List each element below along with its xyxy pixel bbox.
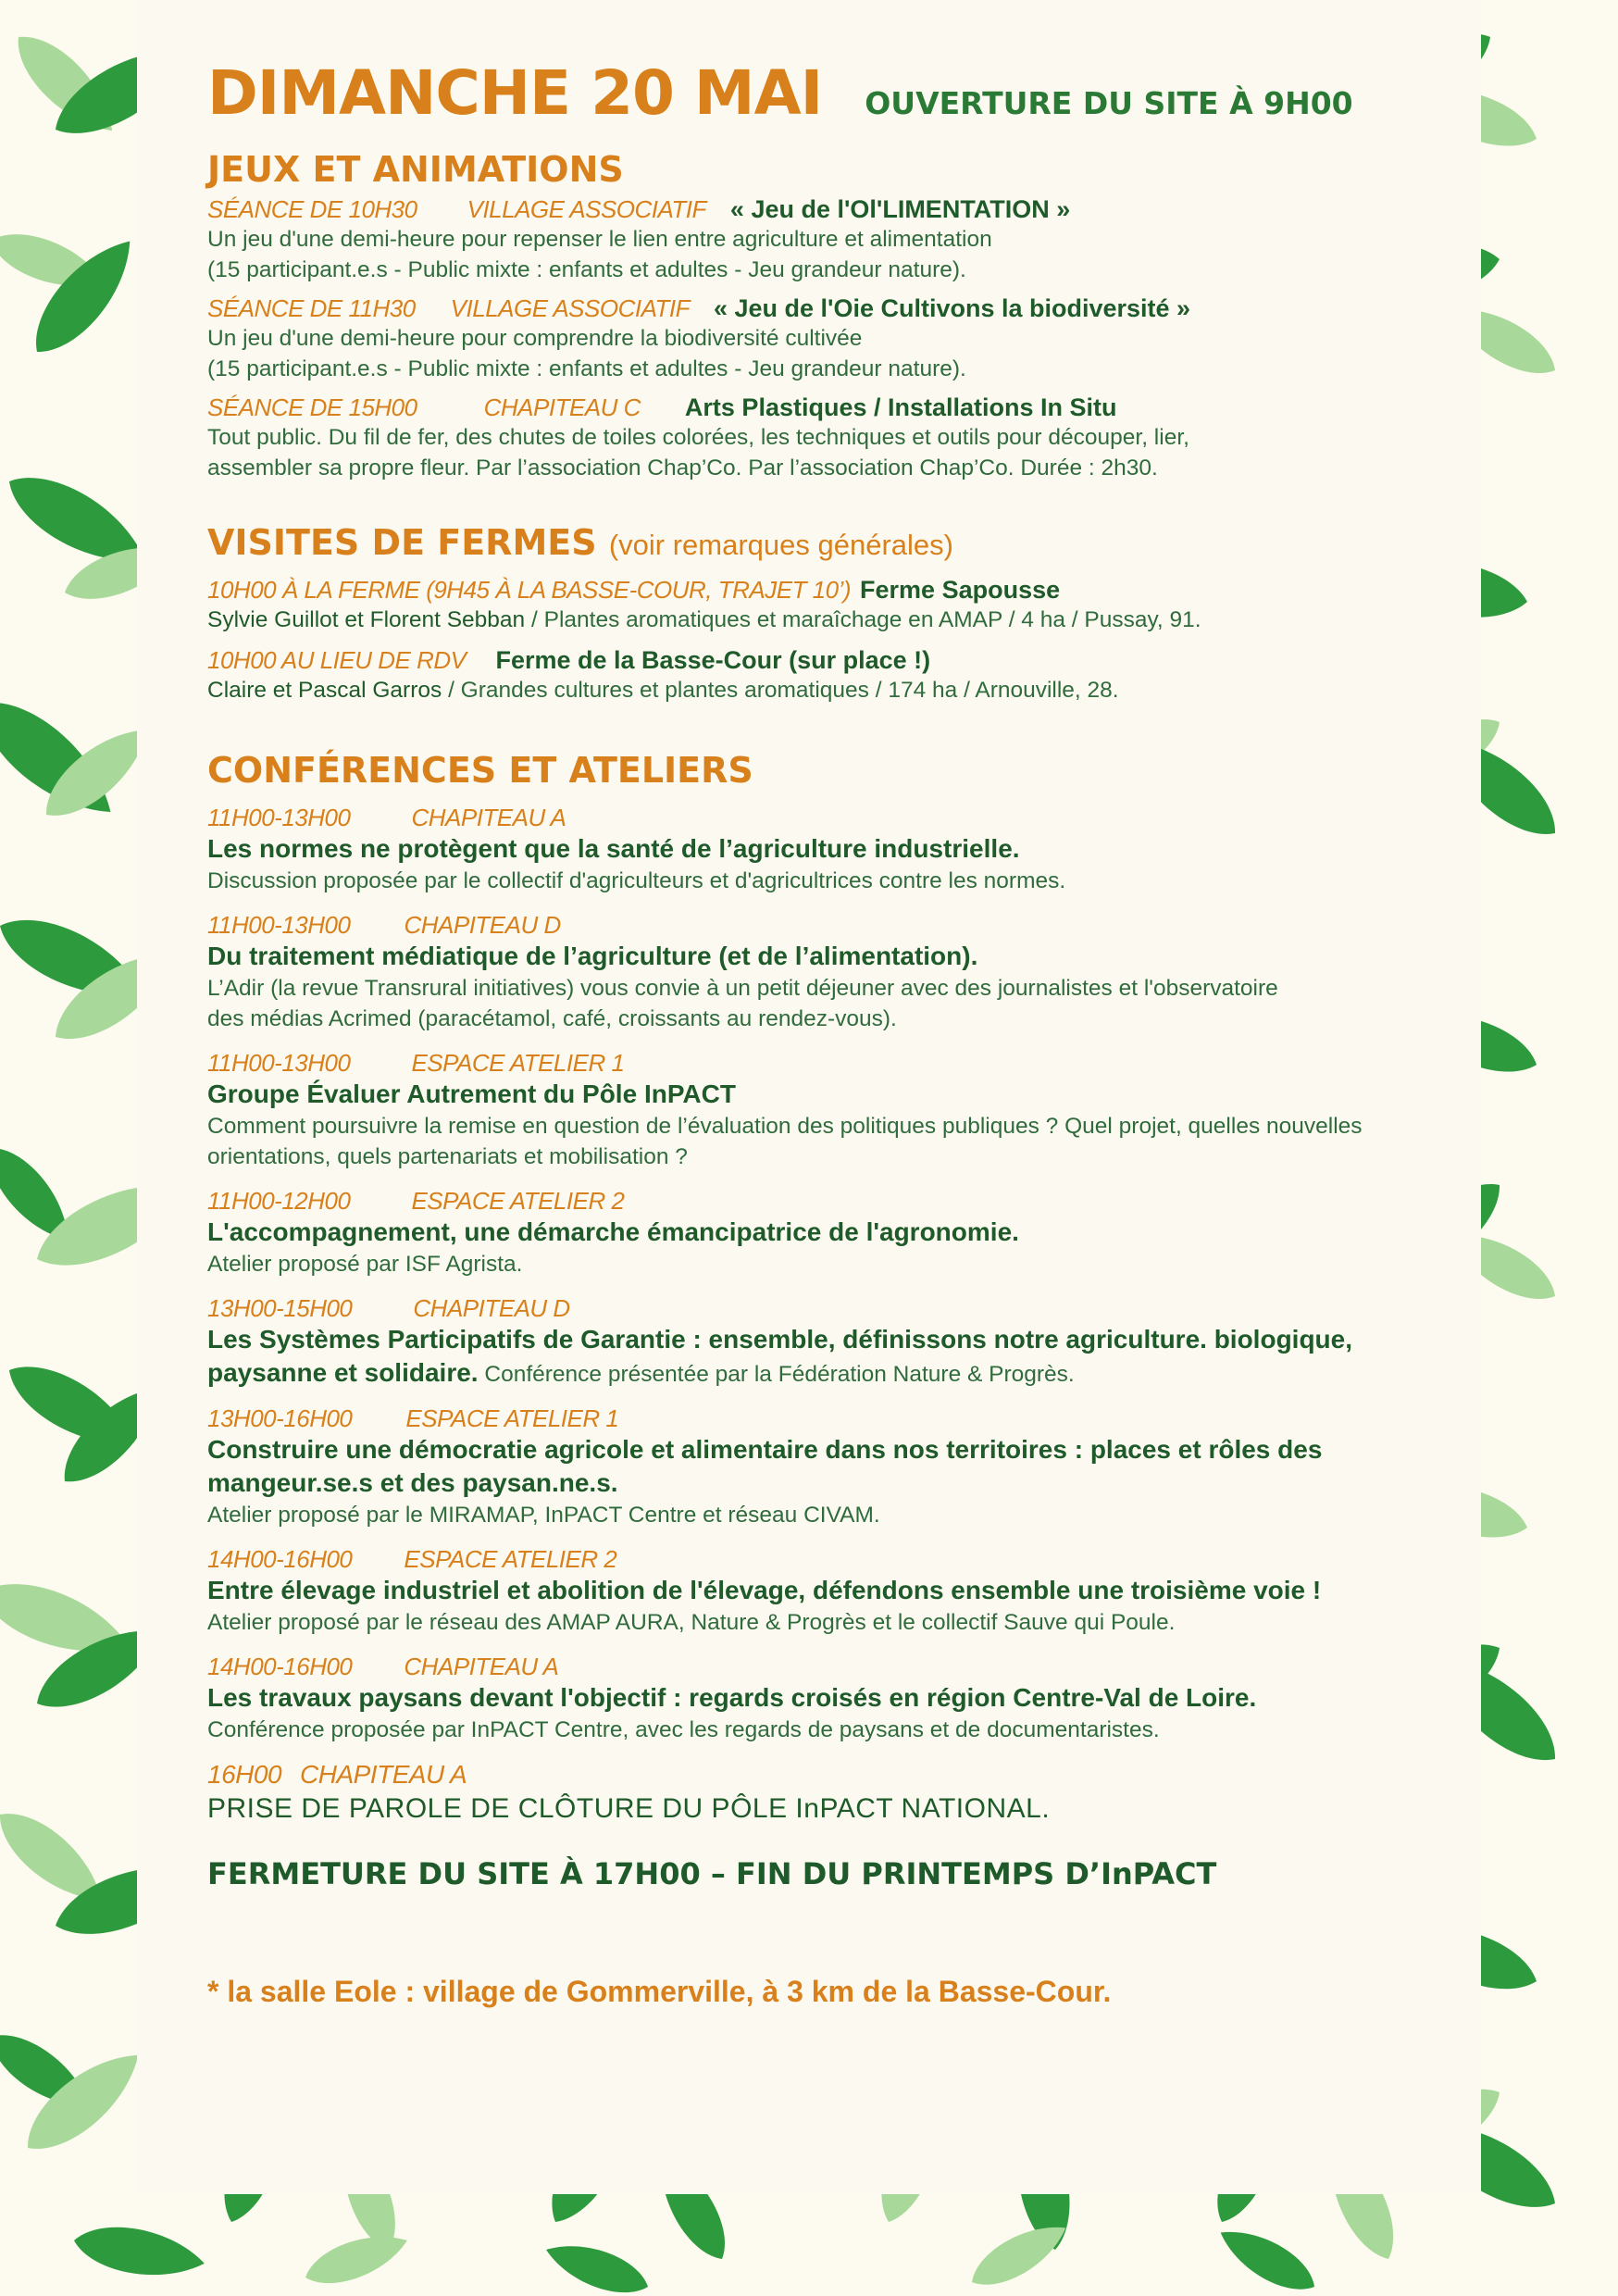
closing-speech-title: PRISE DE PAROLE DE CLÔTURE DU PÔLE InPACT NATIONAL. <box>207 1793 1051 1824</box>
list-item <box>207 1294 1457 1390</box>
slot-title: Les Systèmes Participatifs de Garantie : ensemble, définissons notre agriculture. biologique, paysanne et solidaire. <box>207 1325 1353 1387</box>
session-desc: (15 participant.e.s - Public mixte : enfants et adultes - Jeu grandeur nature). <box>207 356 966 381</box>
slot-place: ESPACE ATELIER 1 <box>411 1049 625 1077</box>
slot-time: 13H00-16H00 <box>207 1404 353 1432</box>
list-item <box>207 195 1457 285</box>
list-item <box>207 1187 1457 1279</box>
leaf-shape <box>1212 2217 1324 2296</box>
farm-details: / Grandes cultures et plantes aromatiques / 174 ha / Arnouville, 28. <box>442 678 1119 703</box>
farm-name: Ferme Sapousse <box>860 576 1061 604</box>
slot-desc: Atelier proposé par le MIRAMAP, InPACT Centre et réseau CIVAM. <box>207 1503 880 1528</box>
slot-time: 11H00-13H00 <box>207 911 351 939</box>
slot-desc: Comment poursuivre la remise en question de l’évaluation des politiques publiques ? Quel projet, quelles nouvelles orientations, quels partenariats et mobilisation ? <box>207 1114 1363 1169</box>
section-title-farms <box>207 522 1457 563</box>
session-desc: Un jeu d'une demi-heure pour comprendre la biodiversité cultivée <box>207 326 863 351</box>
session-time: SÉANCE DE 11H30 <box>207 294 416 322</box>
slot-time: 13H00-15H00 <box>207 1294 353 1322</box>
list-item <box>207 1404 1457 1530</box>
session-title: « Jeu de l'Oie Cultivons la biodiversité » <box>713 294 1191 322</box>
slot-desc: Discussion proposée par le collectif d'agriculteurs et d'agricultrices contre les normes. <box>207 868 1066 893</box>
list-item <box>207 1049 1457 1172</box>
farmers: Claire et Pascal Garros <box>207 678 442 703</box>
session-desc: assembler sa propre fleur. Par l’association Chap’Co. Par l’association Chap’Co. Durée : 2h30. <box>207 455 1158 480</box>
slot-title: Construire une démocratie agricole et alimentaire dans nos territoires : places et rôles des mangeur.se.s et des paysan.ne.s. <box>207 1435 1323 1497</box>
slot-place: CHAPITEAU D <box>413 1294 570 1322</box>
slot-time: 16H00 <box>207 1760 282 1789</box>
session-place: VILLAGE ASSOCIATIF <box>467 195 706 223</box>
farms-title: VISITES DE FERMES <box>207 522 597 563</box>
session-title: « Jeu de l'Ol'LIMENTATION » <box>729 195 1071 223</box>
slot-title: Les normes ne protègent que la santé de l’agriculture industrielle. <box>207 834 1020 863</box>
slot-time: 11H00-13H00 <box>207 804 351 831</box>
section-title-games: JEUX ET ANIMATIONS <box>207 149 624 190</box>
leaf-shape <box>299 2224 413 2295</box>
site-closing: FERMETURE DU SITE À 17H00 – FIN DU PRINTEMPS D’InPACT <box>207 1856 1217 1891</box>
list-item <box>207 1545 1457 1638</box>
session-desc: Tout public. Du fil de fer, des chutes de toiles colorées, les techniques et outils pour découper, lier, <box>207 425 1189 450</box>
slot-time: 14H00-16H00 <box>207 1653 353 1680</box>
slot-time: 11H00-12H00 <box>207 1187 351 1215</box>
visit-time: 10H00 AU LIEU DE RDV <box>207 646 467 674</box>
list-item <box>207 911 1457 1034</box>
leaf-shape <box>70 2218 208 2285</box>
leaf-shape <box>540 2233 653 2296</box>
slot-place: ESPACE ATELIER 2 <box>411 1187 625 1215</box>
slot-place: ESPACE ATELIER 1 <box>405 1404 619 1432</box>
list-item <box>207 576 1457 635</box>
slot-desc: Atelier proposé par le réseau des AMAP AURA, Nature & Progrès et le collectif Sauve qui Poule. <box>207 1610 1176 1635</box>
section-title-conferences: CONFÉRENCES ET ATELIERS <box>207 750 753 791</box>
opening-time: OUVERTURE DU SITE À 9H00 <box>865 85 1353 121</box>
page-header <box>207 57 1457 129</box>
slot-desc: Conférence présentée par la Fédération Nature & Progrès. <box>478 1362 1075 1387</box>
list-item <box>207 646 1457 705</box>
footnote: * la salle Eole : village de Gommerville, à 3 km de la Basse-Cour. <box>207 1975 1112 2008</box>
farmers: Sylvie Guillot et Florent Sebban <box>207 607 526 632</box>
slot-desc: Conférence proposée par InPACT Centre, avec les regards de paysans et de documentaristes. <box>207 1717 1160 1742</box>
session-place: VILLAGE ASSOCIATIF <box>450 294 690 322</box>
slot-desc: L’Adir (la revue Transrural initiatives) vous convie à un petit déjeuner avec des journalistes et l'observatoire des médias Acrimed (paracétamol, café, croissants au rendez-vous). <box>207 976 1278 1031</box>
session-desc: (15 participant.e.s - Public mixte : enfants et adultes - Jeu grandeur nature). <box>207 257 966 282</box>
slot-place: CHAPITEAU A <box>411 804 566 831</box>
slot-place: CHAPITEAU A <box>404 1653 559 1680</box>
slot-place: ESPACE ATELIER 2 <box>404 1545 617 1573</box>
slot-time: 11H00-13H00 <box>207 1049 351 1077</box>
slot-title: Groupe Évaluer Autrement du Pôle InPACT <box>207 1079 736 1108</box>
session-desc: Un jeu d'une demi-heure pour repenser le lien entre agriculture et alimentation <box>207 227 992 252</box>
farm-name: Ferme de la Basse-Cour (sur place !) <box>495 646 931 674</box>
session-time: SÉANCE DE 10H30 <box>207 195 417 223</box>
session-time: SÉANCE DE 15H00 <box>207 393 417 421</box>
day-title: DIMANCHE 20 MAI <box>207 57 823 129</box>
slot-place: CHAPITEAU A <box>300 1760 467 1789</box>
list-item <box>207 393 1457 483</box>
list-item <box>207 294 1457 384</box>
slot-title: Entre élevage industriel et abolition de l'élevage, défendons ensemble une troisième voie ! <box>207 1576 1322 1604</box>
slot-desc: Atelier proposé par ISF Agrista. <box>207 1252 523 1277</box>
visit-time: 10H00 À LA FERME (9H45 À LA BASSE-COUR, TRAJET 10’) <box>207 576 852 604</box>
farm-details: / Plantes aromatiques et maraîchage en AMAP / 4 ha / Pussay, 91. <box>525 607 1201 632</box>
slot-place: CHAPITEAU D <box>404 911 561 939</box>
slot-title: Du traitement médiatique de l’agriculture (et de l’alimentation). <box>207 942 978 970</box>
slot-time: 14H00-16H00 <box>207 1545 353 1573</box>
list-item <box>207 1760 1457 1825</box>
session-place: CHAPITEAU C <box>483 393 641 421</box>
slot-title: L'accompagnement, une démarche émancipatrice de l'agronomie. <box>207 1217 1019 1246</box>
session-title: Arts Plastiques / Installations In Situ <box>684 393 1117 421</box>
list-item <box>207 1653 1457 1745</box>
list-item <box>207 804 1457 896</box>
farms-subtitle: (voir remarques générales) <box>608 529 953 561</box>
slot-title: Les travaux paysans devant l'objectif : regards croisés en région Centre-Val de Loire. <box>207 1683 1257 1712</box>
program-content <box>207 57 1457 2009</box>
